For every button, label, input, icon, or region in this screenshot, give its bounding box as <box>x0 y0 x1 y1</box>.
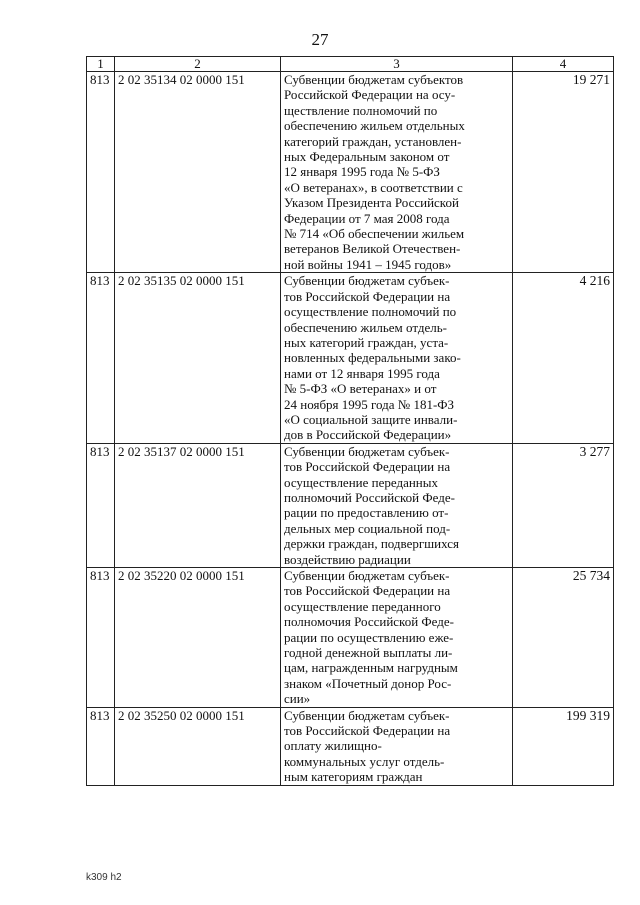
amount-cell: 25 734 <box>513 568 614 708</box>
column-header-2: 2 <box>115 57 281 72</box>
budget-code-cell: 2 02 35134 02 0000 151 <box>115 72 281 273</box>
admin-code-cell: 813 <box>87 273 115 443</box>
budget-code-cell: 2 02 35220 02 0000 151 <box>115 568 281 708</box>
header-row <box>87 57 614 72</box>
description-cell: Субвенции бюджетам субъек- тов Российской Федерации на осуществление полномочий по обеспечению жильем отдель- ных категорий граждан, уста- новленных федеральными зако- нами от 12 января 1995 года № 5-ФЗ «О ветеранах» и от 24 ноября 1995 года № 181-ФЗ «О социальной защите инвали- дов в Российской Федерации» <box>281 273 513 443</box>
admin-code-cell: 813 <box>87 443 115 567</box>
amount-cell: 3 277 <box>513 443 614 567</box>
column-header-4: 4 <box>513 57 614 72</box>
description-cell: Субвенции бюджетам субъек- тов Российской Федерации на оплату жилищно- коммунальных услуг отдель- ным категориям граждан <box>281 707 513 785</box>
admin-code-cell: 813 <box>87 568 115 708</box>
budget-code-cell: 2 02 35137 02 0000 151 <box>115 443 281 567</box>
description-cell: Субвенции бюджетам субъек- тов Российской Федерации на осуществление переданных полномочий Российской Феде- рации по предоставлению от- дельных мер социальной под- держки граждан, подвергшихся воздействию радиации <box>281 443 513 567</box>
page-number: 27 <box>311 30 329 49</box>
budget-code-cell: 2 02 35135 02 0000 151 <box>115 273 281 443</box>
description-cell: Субвенции бюджетам субъектов Российской Федерации на осу- ществление полномочий по обеспечению жильем отдельных категорий граждан, установлен- ных Федеральным законом от 12 января 1995 года № 5-ФЗ «О ветеранах», в соответствии с Указом Президента Российской Федерации от 7 мая 2008 года № 714 «Об обеспечении жильем ветеранов Великой Отечествен- ной войны 1941 – 1945 годов» <box>281 72 513 273</box>
budget-table <box>86 56 614 786</box>
footer-code: k309 h2 <box>86 872 122 883</box>
budget-code-cell: 2 02 35250 02 0000 151 <box>115 707 281 785</box>
description-cell: Субвенции бюджетам субъек- тов Российской Федерации на осуществление переданного полномочия Российской Феде- рации по осуществлению еже- годной денежной выплаты ли- цам, награжденным нагрудным знаком «Почетный донор Рос- сии» <box>281 568 513 708</box>
table-body <box>87 72 614 786</box>
amount-cell: 199 319 <box>513 707 614 785</box>
table-header <box>87 57 614 72</box>
column-header-3: 3 <box>281 57 513 72</box>
table-row <box>87 568 614 708</box>
admin-code-cell: 813 <box>87 72 115 273</box>
table-row <box>87 72 614 273</box>
admin-code-cell: 813 <box>87 707 115 785</box>
amount-cell: 4 216 <box>513 273 614 443</box>
table-row <box>87 707 614 785</box>
amount-cell: 19 271 <box>513 72 614 273</box>
column-header-1: 1 <box>87 57 115 72</box>
table-row <box>87 443 614 567</box>
table-row <box>87 273 614 443</box>
